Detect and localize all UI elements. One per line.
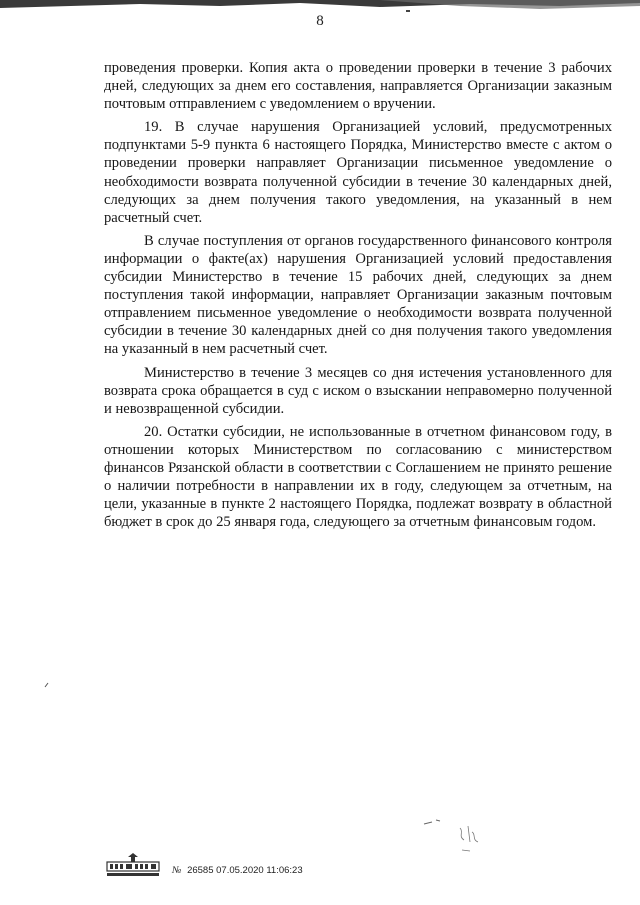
- registry-stamp-icon: [104, 851, 162, 879]
- scan-marks: [420, 806, 500, 856]
- number-mark: №: [172, 865, 182, 876]
- document-body: [104, 59, 612, 531]
- scan-speck: [44, 682, 50, 688]
- page-number: 8: [316, 13, 324, 29]
- paragraph-clause-19: 19. В случае нарушения Организацией условий, предусмотренных подпунктами 5-9 пункта 6 настоящего Порядка, Министерство вместе с актом о проведении проверки направляет Организации письменное уведомление о необходимости возврата полученной субсидии в течение 30 календарных дней, следующих за днем получения такого уведомления, на указанный в нем расчетный счет.: [104, 119, 612, 226]
- paragraph-clause-20: 20. Остатки субсидии, не использованные в отчетном финансовом году, в отношении которых Министерством по согласованию с министерством финансов Рязанской области в соответствии с Соглашением не принято решение о наличии потребности в направлении их в году, следующем за отчетным, на цели, указанные в пункте 2 настоящего Порядка, подлежат возврату в областной бюджет в срок до 25 января года, следующего за отчетным финансовым годом.: [104, 423, 612, 531]
- doc-number: 26585: [187, 865, 214, 876]
- paragraph-court: Министерство в течение 3 месяцев со дня истечения установленного для возврата срока обращается в суд с иском о взыскании неправомерно полученной и невозвращенной субсидии.: [104, 364, 612, 417]
- document-footer: [104, 851, 424, 883]
- paragraph-control-bodies: В случае поступления от органов государственного финансового контроля информации о факте(ах) нарушения Организацией условий предоставления субсидии Министерство в течение 15 рабочих дней, следующих за днем поступления такой информации, направляет Организации заказным почтовым отправлением письменное уведомление о необходимости возврата полученной субсидии в течение 30 календарных дней со дня получения такого уведомления на указанный в нем расчетный счет.: [104, 232, 612, 358]
- document-registration-id: [172, 865, 303, 876]
- doc-timestamp: 07.05.2020 11:06:23: [216, 865, 303, 876]
- paragraph-continuation: проведения проверки. Копия акта о проведении проверки в течение 3 рабочих дней, следующих за днем его составления, направляется Организации заказным почтовым отправлением с уведомлением о вручении.: [104, 60, 612, 113]
